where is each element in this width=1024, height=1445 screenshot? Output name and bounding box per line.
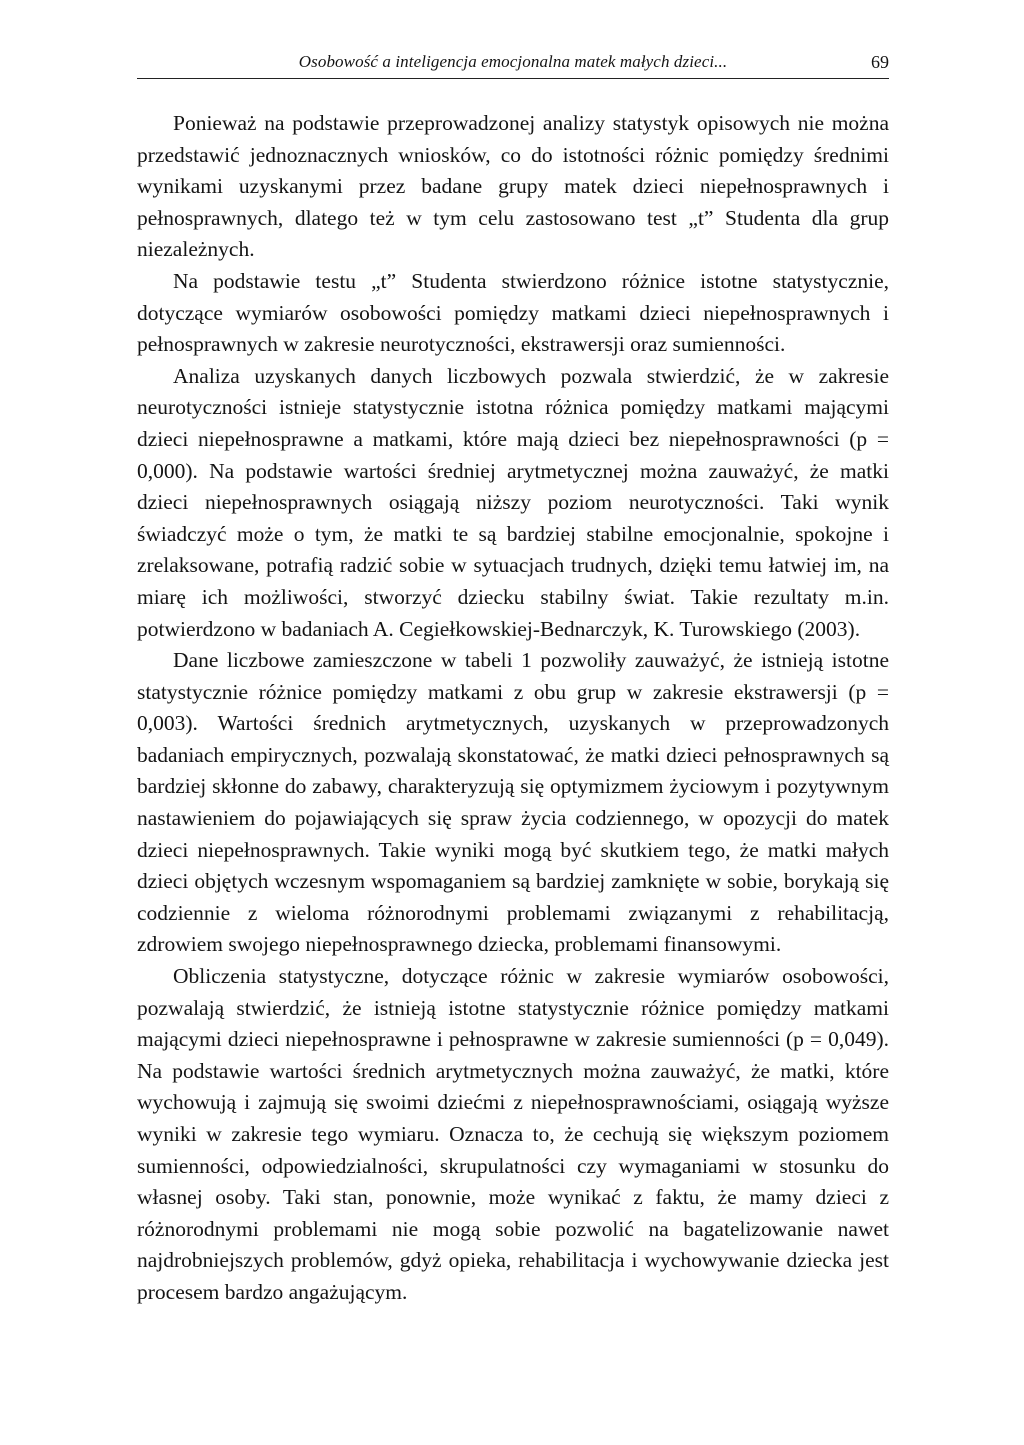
paragraph-conscientiousness: Obliczenia statystyczne, dotyczące różnic w zakresie wymiarów osobowości, pozwalają stwierdzić, że istnieją istotne statystycznie różnice pomiędzy matkami mającymi dzieci niepełnosprawne i pełnosprawne w zakresie sumienności (p = 0,049). Na podstawie wartości średnich arytmetycznych można zauważyć, że matki, które wychowują i zajmują się swoimi dziećmi z niepełnosprawnościami, osiągają wyższe wyniki w zakresie tego wymiaru. Oznacza to, że cechują się większym poziomem sumienności, odpowiedzialności, skrupulatności czy wymaganiami w stosunku do własnej osoby. Taki stan, ponownie, może wynikać z faktu, że mamy dzieci z różnorodnymi problemami nie mogą sobie pozwolić na bagatelizowanie nawet najdrobniejszych problemów, gdyż opieka, rehabilitacja i wychowywanie dziecka jest procesem bardzo angażującym. bbox=[137, 964, 889, 1304]
paragraph-extraversion: Dane liczbowe zamieszczone w tabeli 1 pozwoliły zauważyć, że istnieją istotne statystycznie różnice pomiędzy matkami z obu grup w zakresie ekstrawersji (p = 0,003). Wartości średnich arytmetycznych, uzyskanych w przeprowadzonych badaniach empirycznych, pozwalają skonstatować, że matki dzieci pełnosprawnych są bardziej skłonne do zabawy, charakteryzują się optymizmem życiowym i pozytywnym nastawieniem do pojawiających się spraw życia codziennego, w opozycji do matek dzieci niepełnosprawnych. Takie wyniki mogą być skutkiem tego, że matki małych dzieci objętych wczesnym wspomaganiem są bardziej zamknięte w sobie, borykają się codziennie z wieloma różnorodnymi problemami związanymi z rehabilitacją, zdrowiem swojego niepełnosprawnego dziecka, problemami finansowymi. bbox=[137, 648, 889, 957]
paragraph-t-test-results: Na podstawie testu „t” Studenta stwierdzono różnice istotne statystycznie, dotyczące wymiarów osobowości pomiędzy matkami dzieci niepełnosprawnych i pełnosprawnych w zakresie neurotyczności, ekstrawersji oraz sumienności. bbox=[137, 268, 889, 357]
running-header bbox=[137, 50, 889, 79]
paragraph-t-test-intro: Ponieważ na podstawie przeprowadzonej analizy statystyk opisowych nie można przedstawić jednoznacznych wniosków, co do istotności różnic pomiędzy średnimi wynikami uzyskanymi przez badane grupy matek dzieci niepełnosprawnych i pełnosprawnych, dlatego też w tym celu zastosowano test „t” Studenta dla grup niezależnych. bbox=[137, 111, 889, 262]
page-number: 69 bbox=[871, 52, 889, 72]
running-title: Osobowość a inteligencja emocjonalna matek małych dzieci... bbox=[298, 52, 728, 71]
paragraph-neuroticism: Analiza uzyskanych danych liczbowych pozwala stwierdzić, że w zakresie neurotyczności istnieje statystycznie istotna różnica pomiędzy matkami mającymi dzieci niepełnosprawne a matkami, które mają dzieci bez niepełnosprawności (p = 0,000). Na podstawie wartości średniej arytmetycznej można zauważyć, że matki dzieci niepełnosprawnych osiągają niższy poziom neurotyczności. Taki wynik świadczyć może o tym, że matki te są bardziej stabilne emocjonalnie, spokojne i zrelaksowane, potrafią radzić sobie w sytuacjach trudnych, dzięki temu łatwiej im, na miarę ich możliwości, stworzyć dziecku stabilny świat. Takie rezultaty m.in. potwierdzono w badaniach A. Cegiełkowskiej-Bednarczyk, K. Turowskiego (2003). bbox=[137, 363, 889, 641]
body-text bbox=[137, 108, 889, 1309]
